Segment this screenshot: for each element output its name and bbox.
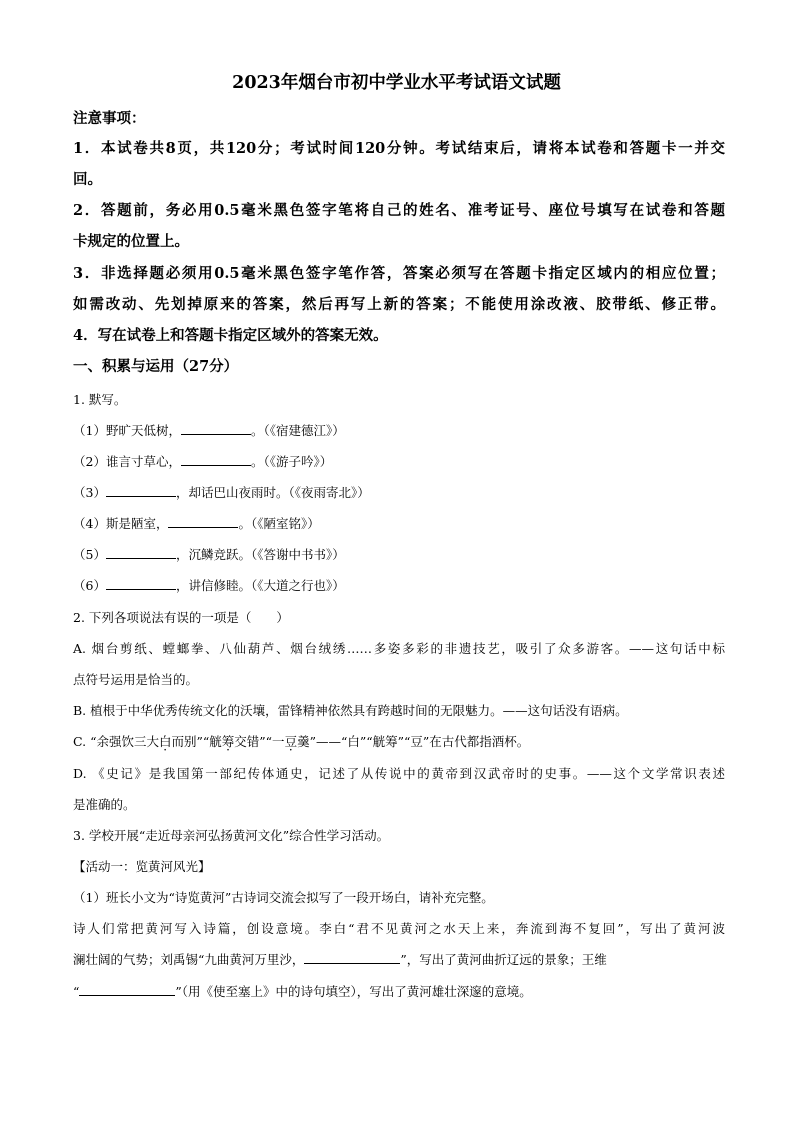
passage-line: 澜壮阔的气势；刘禹锡“九曲黄河万里沙， ”，写出了黄河曲折辽远的景象；王维 <box>73 952 607 967</box>
page-title: 2023年烟台市初中学业水平考试语文试题 <box>232 73 561 93</box>
fill-blank-item: （2）谁言寸草心， 。（《游子吟》） <box>73 454 333 469</box>
answer-blank[interactable] <box>106 483 176 497</box>
emphasized-char: 白 <box>158 734 172 749</box>
passage-line: “ ”（用《使至塞上》中的诗句填空），写出了黄河雄壮深邃的意境。 <box>73 984 532 999</box>
section-heading: 一、积累与运用（27分） <box>73 358 239 375</box>
notice-heading: 注意事项： <box>73 110 146 127</box>
notice-item: 卡规定的位置上。 <box>73 233 189 250</box>
option-d: D. 《史记》是我国第一部纪传体通史，记述了从传说中的黄帝到汉武帝时的史事。——这个文学常识表述 <box>73 766 725 781</box>
answer-blank[interactable] <box>106 576 176 590</box>
answer-blank[interactable] <box>304 950 400 964</box>
answer-blank[interactable] <box>106 545 176 559</box>
fill-blank-item: （4）斯是陋室， 。（《陋室铭》） <box>73 516 320 531</box>
notice-item: 3．非选择题必须用0.5毫米黑色签字笔作答，答案必须写在答题卡指定区域内的相应位置； <box>73 265 725 282</box>
fill-blank-item: （6） ，讲信修睦。（《大道之行也》） <box>73 578 345 593</box>
answer-blank[interactable] <box>168 514 238 528</box>
option-a-cont: 点符号运用是恰当的。 <box>73 672 199 687</box>
notice-item: 1．本试卷共8页，共120分；考试时间120分钟。考试结束后，请将本试卷和答题卡一并交 <box>73 140 725 157</box>
answer-blank[interactable] <box>181 452 251 466</box>
option-a: A. 烟台剪纸、螳螂拳、八仙葫芦、烟台绒绣……多姿多彩的非遗技艺，吸引了众多游客。——这句话中标 <box>73 641 725 656</box>
notice-item: 如需改动、先划掉原来的答案，然后再写上新的答案；不能使用涂改液、胶带纸、修正带。 <box>73 296 725 313</box>
question-2-stem: 2. 下列各项说法有误的一项是（ ） <box>73 610 289 625</box>
sub-question: （1）班长小文为“诗览黄河”古诗词交流会拟写了一段开场白，请补充完整。 <box>73 890 494 905</box>
notice-item: 4．写在试卷上和答题卡指定区域外的答案无效。 <box>73 327 388 344</box>
option-d-cont: 是准确的。 <box>73 797 136 812</box>
notice-item: 2．答题前，务必用0.5毫米黑色签字笔将自己的姓名、准考证号、座位号填写在试卷和答题 <box>73 202 725 219</box>
fill-blank-item: （3） ，却话巴山夜雨时。（《夜雨寄北》） <box>73 485 370 500</box>
fill-blank-item: （1）野旷天低树， 。（《宿建德江》） <box>73 423 345 438</box>
fill-blank-item: （5） ，沉鳞竞跃。（《答谢中书书》） <box>73 547 345 562</box>
answer-blank[interactable] <box>79 982 175 996</box>
question-1-stem: 1. 默写。 <box>73 392 127 407</box>
question-3-stem: 3. 学校开展“走近母亲河弘扬黄河文化”综合性学习活动。 <box>73 828 390 843</box>
option-c: C. “余强饮三大白而别”“觥筹交错”“一豆羹”——“白”“觥筹”“豆”在古代都指酒杯。 <box>73 734 530 749</box>
activity-heading: 【活动一：览黄河风光】 <box>73 859 211 874</box>
passage-line: 诗人们常把黄河写入诗篇，创设意境。李白“君不见黄河之水天上来，奔流到海不复回”，写出了黄河波 <box>73 921 725 936</box>
option-b: B. 植根于中华优秀传统文化的沃壤，雷锋精神依然具有跨越时间的无限魅力。——这句话没有语病。 <box>73 703 628 718</box>
emphasized-char: 筹 <box>221 734 235 749</box>
notice-item: 回。 <box>73 171 102 188</box>
answer-blank[interactable] <box>181 421 251 435</box>
emphasized-char: 豆 <box>284 734 298 749</box>
